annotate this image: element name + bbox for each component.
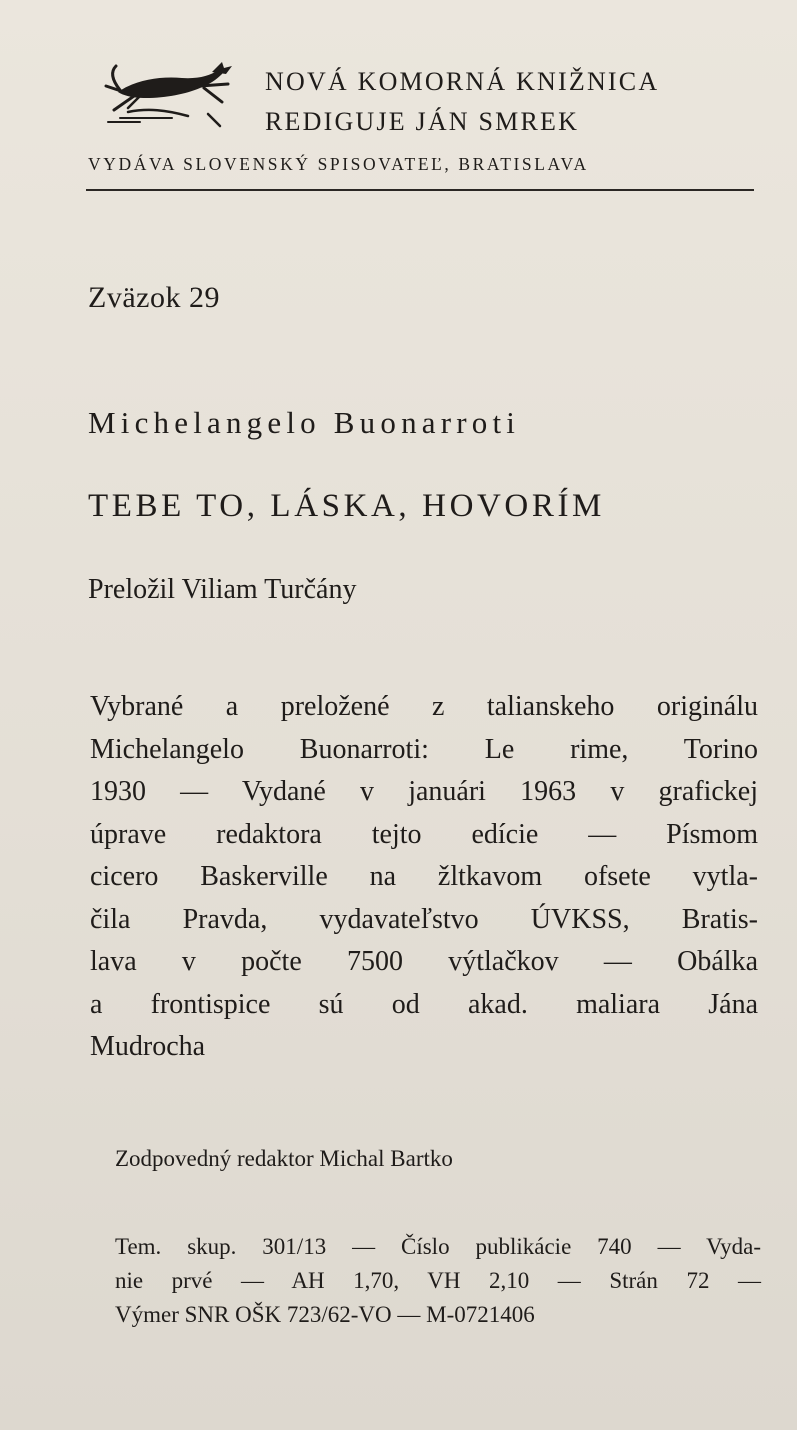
leaping-animal-logo-icon	[100, 58, 240, 130]
technical-details	[115, 1230, 761, 1332]
header-divider	[86, 189, 754, 191]
book-title: TEBE TO, LÁSKA, HOVORÍM	[88, 488, 606, 524]
colophon-paragraph	[90, 686, 758, 1069]
tech-line: nie prvé — AH 1,70, VH 2,10 — Strán 72 —	[115, 1268, 761, 1293]
series-name: NOVÁ KOMORNÁ KNIŽNICA	[265, 67, 660, 96]
tech-line: Výmer SNR OŠK 723/62-VO — M-0721406	[115, 1302, 535, 1327]
colophon-line: lava v počte 7500 výtlačkov — Obálka	[90, 946, 758, 977]
responsible-editor: Zodpovedný redaktor Michal Bartko	[115, 1146, 453, 1171]
colophon-line: cicero Baskerville na žltkavom ofsete vytla-	[90, 861, 758, 892]
colophon-line: Mudrocha	[90, 1031, 206, 1062]
colophon-line: 1930 — Vydané v januári 1963 v grafickej	[90, 776, 758, 807]
volume-number: Zväzok 29	[88, 281, 220, 314]
colophon-line: Michelangelo Buonarroti: Le rime, Torino	[90, 733, 758, 765]
publisher-line: VYDÁVA SLOVENSKÝ SPISOVATEĽ, BRATISLAVA	[88, 154, 589, 174]
series-editor: REDIGUJE JÁN SMREK	[265, 107, 580, 136]
colophon-line: čila Pravda, vydavateľstvo ÚVKSS, Bratis-	[90, 903, 758, 935]
colophon-line: Vybrané a preložené z talianskeho originálu	[90, 691, 758, 722]
colophon-line: úprave redaktora tejto edície — Písmom	[90, 818, 758, 850]
colophon-line: a frontispice sú od akad. maliara Jána	[90, 988, 758, 1020]
tech-line: Tem. skup. 301/13 — Číslo publikácie 740 — Vyda-	[115, 1234, 761, 1259]
series-heading	[265, 62, 659, 142]
translator-credit: Preložil Viliam Turčány	[88, 574, 357, 605]
author-name: Michelangelo Buonarroti	[88, 405, 521, 440]
